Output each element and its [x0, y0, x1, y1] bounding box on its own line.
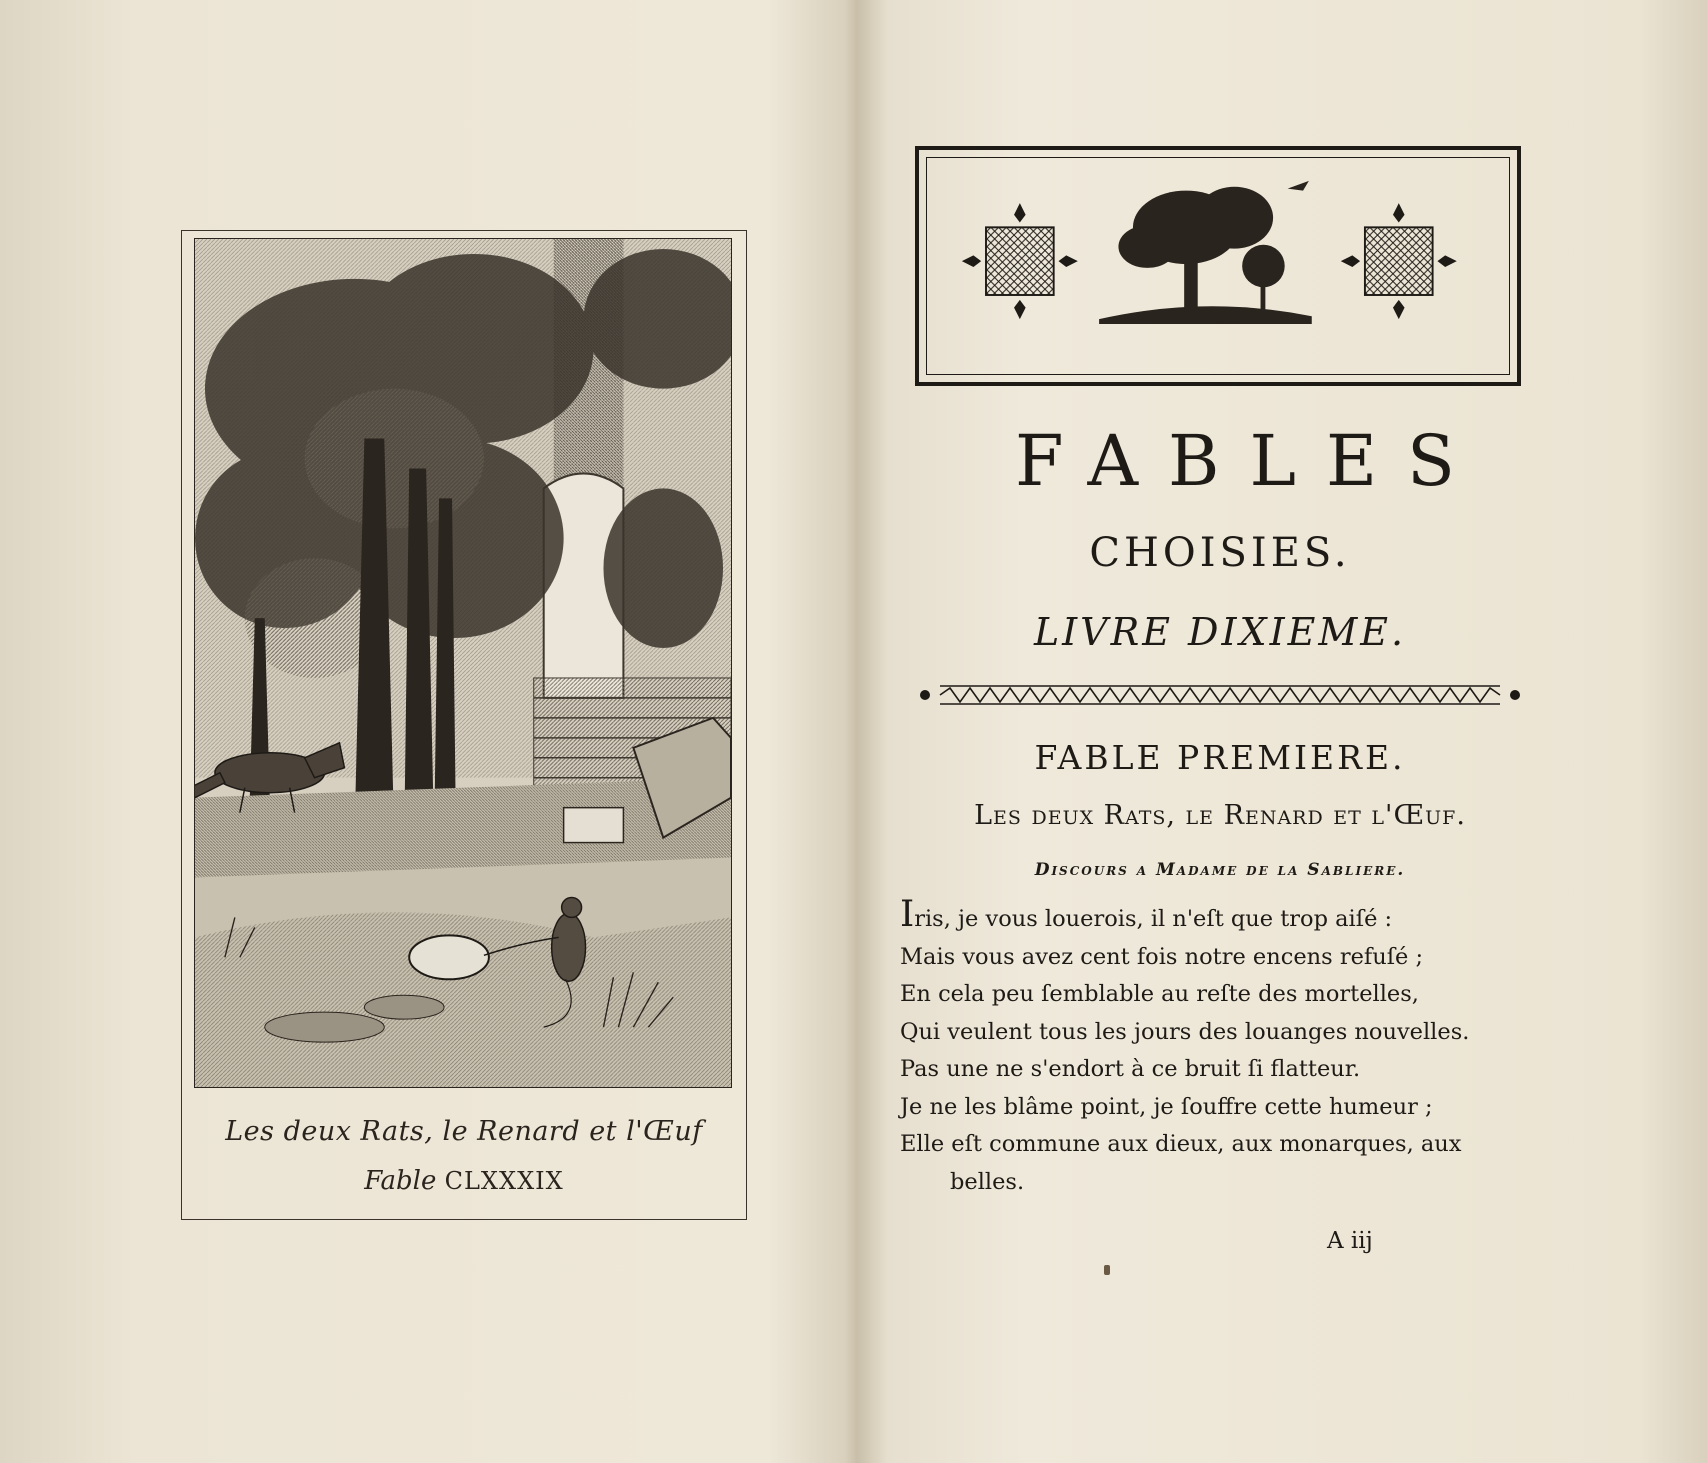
- left-page: [0, 0, 850, 1463]
- plate-caption-number: [182, 1166, 746, 1196]
- fable-heading: FABLE PREMIERE.: [1034, 738, 1406, 777]
- verse-line: Mais vous avez cent fois notre encens refuſé ;: [900, 943, 1424, 970]
- engraving-fox-rats-egg-icon: [194, 238, 732, 1088]
- ornamental-rule-icon: [915, 680, 1525, 710]
- page-blemish: [1104, 1265, 1110, 1275]
- book-title: FABLES: [1014, 420, 1485, 502]
- book-subtitle: CHOISIES.: [1089, 530, 1351, 576]
- engraved-plate: [181, 230, 747, 1220]
- headpiece-ornament-icon: [915, 146, 1521, 386]
- plate-caption-roman-numeral: CLXXXIX: [444, 1167, 564, 1195]
- drop-initial: I: [900, 894, 915, 935]
- fable-title: Les deux Rats, le Renard et l'Œuf.: [974, 800, 1466, 831]
- verse-line: En cela peu ſemblable au reſte des mortelles,: [900, 981, 1419, 1007]
- verse-line: [900, 894, 1560, 939]
- book-number: LIVRE DIXIEME.: [1033, 610, 1407, 654]
- verse-line: Qui veulent tous les jours des louanges nouvelles.: [900, 1018, 1470, 1045]
- fable-dedication: Discours a Madame de la Sabliere.: [1034, 860, 1406, 880]
- plate-caption-fable-label: Fable: [364, 1166, 437, 1196]
- verse-line: Pas une ne s'endort à ce bruit ſi flatteur.: [900, 1056, 1361, 1082]
- verse-text: [900, 894, 1560, 1201]
- verse-first-line-rest: ris, je vous louerois, il n'eſt que trop aiſé :: [914, 906, 1393, 932]
- plate-caption-title: Les deux Rats, le Renard et l'Œuf: [225, 1116, 703, 1147]
- verse-continuation: belles.: [950, 1168, 1025, 1195]
- verse-line: Je ne les blâme point, je ſouffre cette humeur ;: [900, 1093, 1433, 1120]
- right-page: [850, 0, 1707, 1463]
- signature-mark: A iij: [1327, 1228, 1373, 1254]
- verse-line: Elle eſt commune aux dieux, aux monarques, aux: [900, 1131, 1462, 1157]
